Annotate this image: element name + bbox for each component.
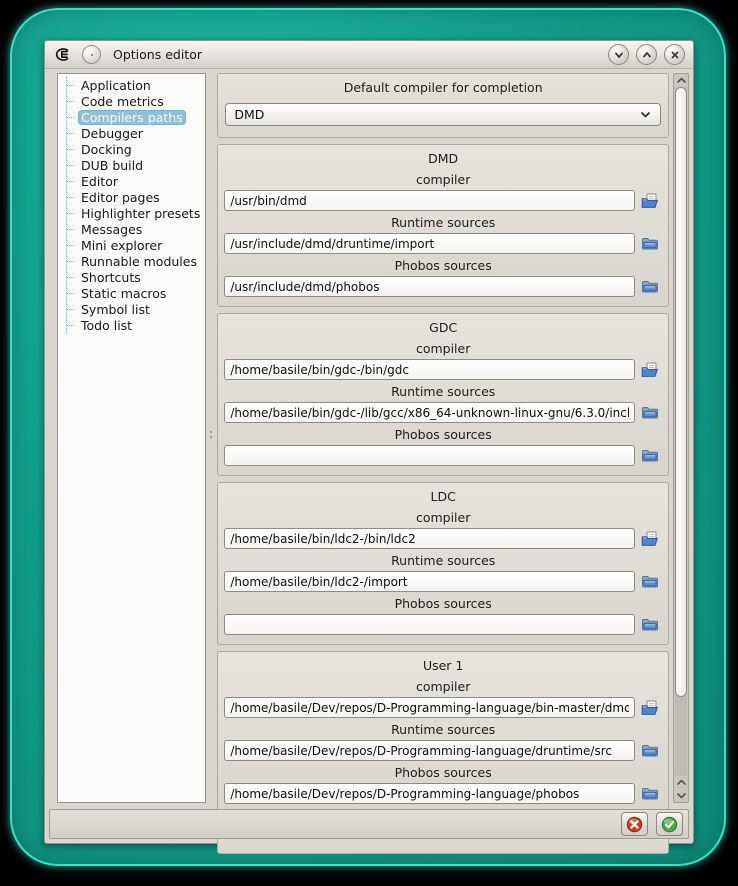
select-folder-button[interactable] xyxy=(638,403,662,423)
select-folder-button[interactable] xyxy=(638,446,662,466)
folder-icon xyxy=(641,786,659,801)
field-label-phobos-sources: Phobos sources xyxy=(394,427,492,442)
sidebar-item-messages[interactable] xyxy=(67,221,203,237)
select-folder-button[interactable] xyxy=(638,615,662,635)
sidebar-item-mini-explorer[interactable] xyxy=(67,237,203,253)
field-label-phobos-sources: Phobos sources xyxy=(394,765,492,780)
scrollbar-down-button[interactable] xyxy=(674,789,688,802)
field-row xyxy=(224,697,662,718)
tree-branch-icon xyxy=(67,325,74,326)
section-title: LDC xyxy=(430,489,456,504)
tree-branch-icon xyxy=(67,149,74,150)
field-row xyxy=(224,614,662,635)
sidebar-item-label: Runnable modules xyxy=(81,253,197,269)
sidebar-item-shortcuts[interactable] xyxy=(67,269,203,285)
field-label-compiler: compiler xyxy=(415,341,471,356)
field-label-compiler: compiler xyxy=(415,172,471,187)
sidebar-item-label: Messages xyxy=(81,221,143,237)
sidebar-item-symbol-list[interactable] xyxy=(67,301,203,317)
sidebar-item-label: Symbol list xyxy=(81,301,150,317)
ldc-phobos-sources-input[interactable] xyxy=(224,614,635,635)
sidebar-item-label: Todo list xyxy=(81,317,133,333)
sidebar-item-dub-build[interactable] xyxy=(67,157,203,173)
client-area xyxy=(45,69,693,803)
window-title: Options editor xyxy=(113,47,202,62)
sidebar-item-label: Shortcuts xyxy=(81,269,141,285)
default-compiler-groupbox xyxy=(217,73,669,138)
field-row xyxy=(224,571,662,592)
open-file-icon xyxy=(641,700,659,716)
cancel-button[interactable] xyxy=(621,812,648,836)
sidebar-category-list[interactable] xyxy=(57,73,206,803)
gdc-compiler-input[interactable] xyxy=(224,359,635,380)
sidebar-item-application[interactable] xyxy=(67,77,203,93)
sidebar-item-label: Docking xyxy=(81,141,132,157)
scrollbar-track[interactable] xyxy=(675,87,687,776)
chevron-up-icon xyxy=(641,49,653,61)
field-label-phobos-sources: Phobos sources xyxy=(394,596,492,611)
ldc-runtime-sources-input[interactable] xyxy=(224,571,635,592)
tree-branch-icon xyxy=(67,101,74,102)
accept-button[interactable] xyxy=(656,812,683,836)
tree-branch-icon xyxy=(67,277,74,278)
chevron-down-icon xyxy=(639,108,652,121)
user-1-phobos-sources-input[interactable] xyxy=(224,783,635,804)
field-label-runtime-sources: Runtime sources xyxy=(391,384,496,399)
dmd-compiler-input[interactable] xyxy=(224,190,635,211)
user-1-compiler-input[interactable] xyxy=(224,697,635,718)
gdc-phobos-sources-input[interactable] xyxy=(224,445,635,466)
sidebar-item-label: Code metrics xyxy=(81,93,164,109)
open-file-button[interactable] xyxy=(638,698,662,718)
sidebar-item-label: Mini explorer xyxy=(81,237,163,253)
select-folder-button[interactable] xyxy=(638,277,662,297)
scroll-up-icon xyxy=(676,76,687,85)
select-folder-button[interactable] xyxy=(638,572,662,592)
sidebar-item-docking[interactable] xyxy=(67,141,203,157)
splitter-handle[interactable] xyxy=(206,73,217,803)
folder-icon xyxy=(641,743,659,758)
tree-branch-icon xyxy=(67,85,74,86)
tree-branch-icon xyxy=(67,181,74,182)
tree-branch-icon xyxy=(67,261,74,262)
tree-branch-icon xyxy=(67,229,74,230)
user-1-runtime-sources-input[interactable] xyxy=(224,740,635,761)
tree-branch-icon xyxy=(67,245,74,246)
scroll-down-icon xyxy=(676,791,687,800)
open-file-button[interactable] xyxy=(638,191,662,211)
field-row xyxy=(224,359,662,380)
open-file-icon xyxy=(641,531,659,547)
tree-branch-icon xyxy=(67,309,74,310)
open-file-icon xyxy=(641,362,659,378)
sidebar-item-label: Static macros xyxy=(81,285,167,301)
scrollbar-steppers xyxy=(674,776,688,802)
select-folder-button[interactable] xyxy=(638,234,662,254)
sidebar-item-label: Compilers paths xyxy=(78,110,186,125)
open-file-button[interactable] xyxy=(638,529,662,549)
section-ldc xyxy=(217,482,669,645)
sidebar-item-runnable-modules[interactable] xyxy=(67,253,203,269)
sidebar-item-compilers-paths[interactable] xyxy=(67,109,203,125)
sidebar-list xyxy=(66,77,203,333)
window-menu-button[interactable] xyxy=(82,45,101,64)
groupbox-title: Default compiler for completion xyxy=(343,80,543,95)
open-file-button[interactable] xyxy=(638,360,662,380)
scrollbar-up-button-2[interactable] xyxy=(674,776,688,789)
select-folder-button[interactable] xyxy=(638,741,662,761)
tree-branch-icon xyxy=(67,213,74,214)
sidebar-item-label: Debugger xyxy=(81,125,143,141)
field-row xyxy=(224,740,662,761)
sidebar-item-code-metrics[interactable] xyxy=(67,93,203,109)
scrollbar-thumb[interactable] xyxy=(675,87,687,697)
sidebar-item-label: Highlighter presets xyxy=(81,205,201,221)
folder-icon xyxy=(641,405,659,420)
compiler-combobox[interactable] xyxy=(225,103,661,126)
section-user-1 xyxy=(217,651,669,814)
close-button[interactable] xyxy=(664,44,685,65)
tree-branch-icon xyxy=(67,197,74,198)
field-label-runtime-sources: Runtime sources xyxy=(391,553,496,568)
field-label-runtime-sources: Runtime sources xyxy=(391,215,496,230)
folder-icon xyxy=(641,574,659,589)
sidebar-item-debugger[interactable] xyxy=(67,125,203,141)
select-folder-button[interactable] xyxy=(638,784,662,804)
field-label-compiler: compiler xyxy=(415,510,471,525)
titlebar[interactable] xyxy=(45,41,693,69)
folder-icon xyxy=(641,448,659,463)
section-title: User 1 xyxy=(422,658,464,673)
ldc-compiler-input[interactable] xyxy=(224,528,635,549)
dmd-runtime-sources-input[interactable] xyxy=(224,233,635,254)
maximize-button[interactable] xyxy=(636,44,657,65)
close-icon xyxy=(669,49,681,61)
dmd-phobos-sources-input[interactable] xyxy=(224,276,635,297)
folder-icon xyxy=(641,617,659,632)
accept-icon xyxy=(661,816,678,833)
field-row xyxy=(224,276,662,297)
sidebar-item-editor[interactable] xyxy=(67,173,203,189)
tree-branch-icon xyxy=(67,293,74,294)
options-panel xyxy=(217,73,669,803)
field-row xyxy=(224,190,662,211)
field-label-phobos-sources: Phobos sources xyxy=(394,258,492,273)
field-row xyxy=(224,528,662,549)
sections-container xyxy=(217,144,669,854)
minimize-button[interactable] xyxy=(608,44,629,65)
open-file-icon xyxy=(641,193,659,209)
sidebar-item-todo-list[interactable] xyxy=(67,317,203,333)
sidebar-item-static-macros[interactable] xyxy=(67,285,203,301)
sidebar-item-label: Application xyxy=(81,77,151,93)
sidebar-item-label: Editor xyxy=(81,173,118,189)
section-gdc xyxy=(217,313,669,476)
sidebar-item-highlighter-presets[interactable] xyxy=(67,205,203,221)
tree-branch-icon xyxy=(67,133,74,134)
combobox-value: DMD xyxy=(234,107,265,122)
chevron-down-icon xyxy=(613,49,625,61)
statusbar xyxy=(49,809,689,839)
field-label-compiler: compiler xyxy=(415,679,471,694)
app-logo-icon xyxy=(53,47,73,63)
scrollbar-up-button[interactable] xyxy=(674,74,688,87)
section-title: DMD xyxy=(428,151,459,166)
tree-branch-icon xyxy=(67,117,74,118)
field-row xyxy=(224,783,662,804)
main-scrollbar[interactable] xyxy=(673,73,689,803)
options-editor-window xyxy=(44,40,694,844)
sidebar-item-label: DUB build xyxy=(81,157,144,173)
section-title: GDC xyxy=(429,320,458,335)
field-label-runtime-sources: Runtime sources xyxy=(391,722,496,737)
scroll-up-icon xyxy=(676,778,687,787)
field-row xyxy=(224,233,662,254)
section-dmd xyxy=(217,144,669,307)
folder-icon xyxy=(641,279,659,294)
cancel-icon xyxy=(626,816,643,833)
sidebar-item-editor-pages[interactable] xyxy=(67,189,203,205)
tree-branch-icon xyxy=(67,165,74,166)
field-row xyxy=(224,445,662,466)
sidebar-item-label: Editor pages xyxy=(81,189,160,205)
gdc-runtime-sources-input[interactable] xyxy=(224,402,635,423)
field-row xyxy=(224,402,662,423)
folder-icon xyxy=(641,236,659,251)
